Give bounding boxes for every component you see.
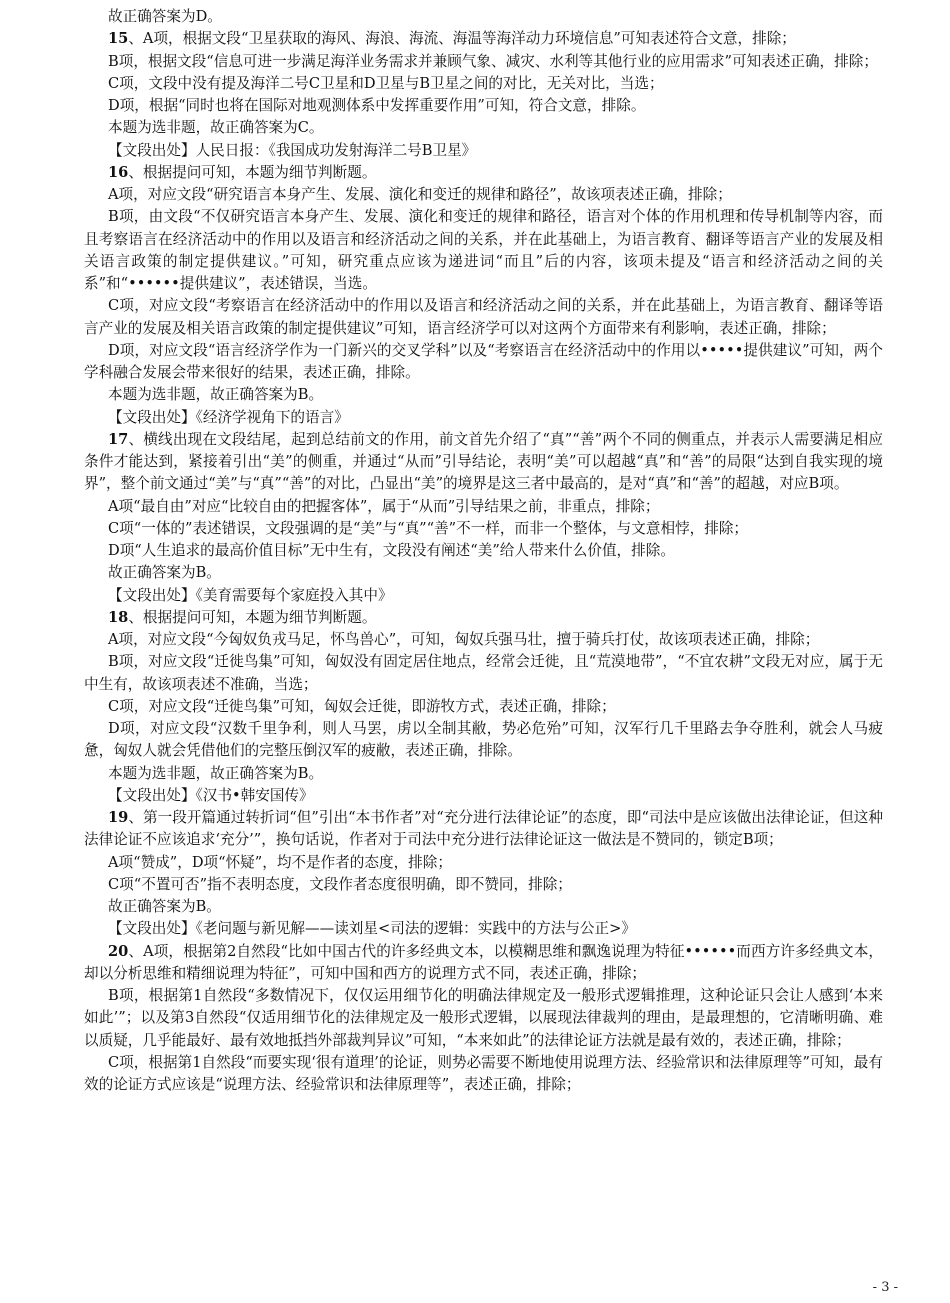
paragraph-text: C项，文段中没有提及海洋二号C卫星和D卫星与B卫星之间的对比，无关对比，当选； <box>108 74 664 92</box>
paragraph <box>84 429 883 496</box>
paragraph-text: A项，对应文段“今匈奴负戎马足，怀鸟兽心”，可知，匈奴兵强马壮，擅于骑兵打仗，故该项表述正确，排除； <box>108 631 820 648</box>
paragraph-text: 、第一段开篇通过转折词“但”引出“本书作者”对“充分进行法律论证”的态度，即“司法中是应该做出法律论证，但这种法律论证不应该追求‘充分’”，换句话说，作者对于司法中充分进行法律论证这一做法是不赞同的，锁定B项； <box>84 809 883 849</box>
paragraph-text: C项，根据第1自然段“而要实现‘很有道理’的论证，则势必需要不断地使用说理方法、经验常识和法律原理等”可知，最有效的论证方式应该是“说理方法、经验常识和法律原理等”，表述正确，排除； <box>84 1053 883 1093</box>
paragraph <box>84 718 883 763</box>
paragraph <box>84 540 883 562</box>
paragraph <box>84 696 883 718</box>
question-number: 19 <box>108 809 129 826</box>
paragraph-text: 本题为选非题，故正确答案为B。 <box>108 764 324 782</box>
paragraph-text: B项，由文段“不仅研究语言本身产生、发展、演化和变迁的规律和路径，语言对个体的作用机理和传导机制等内容，而且考察语言在经济活动中的作用以及语言和经济活动之间的关系，并在此基础上，为语言教育、翻译等语言产业的发展及相关语言政策的制定提供建议。”可知，研究重点应该为递进词“而且”后的内容，该项未提及“语言和经济活动之间的关系”和“••••••提供建议”，表述错误，当选。 <box>84 208 883 292</box>
paragraph-text: A项“最自由”对应“比较自由的把握客体”，属于“从而”引导结果之前，非重点，排除； <box>108 497 660 515</box>
paragraph-text: C项，对应文段“迁徙鸟集”可知，匈奴会迁徙，即游牧方式，表述正确，排除； <box>108 697 616 715</box>
paragraph-text: D项，根据“同时也将在国际对地观测体系中发挥重要作用”可知，符合文意，排除。 <box>108 97 646 114</box>
paragraph <box>84 95 883 117</box>
paragraph <box>84 918 883 940</box>
paragraph <box>84 496 883 518</box>
paragraph <box>84 340 883 385</box>
paragraph <box>84 518 883 540</box>
paragraph <box>84 607 883 629</box>
paragraph-text: 【文段出处】《汉书•韩安国传》 <box>108 786 314 804</box>
paragraph <box>84 852 883 874</box>
paragraph <box>84 140 883 162</box>
paragraph <box>84 562 883 584</box>
paragraph <box>84 629 883 651</box>
paragraph-text: 、根据提问可知，本题为细节判断题。 <box>128 608 377 626</box>
paragraph-text: 【文段出处】人民日报：《我国成功发射海洋二号B卫星》 <box>108 141 477 159</box>
paragraph-text: 【文段出处】《老问题与新见解——读刘星<司法的逻辑：实践中的方法与公正>》 <box>108 920 636 938</box>
paragraph-text: C项“一体的”表述错误，文段强调的是“美”与“真”“善”不一样，而非一个整体，与文意相悖，排除； <box>108 519 749 537</box>
paragraph-text: 本题为选非题，故正确答案为B。 <box>108 386 324 404</box>
paragraph-text: B项，对应文段“迁徙鸟集”可知，匈奴没有固定居住地点，经常会迁徙，且“荒漠地带”，“不宜农耕”文段无对应，属于无中生有，故该项表述不准确，当选； <box>84 653 883 693</box>
paragraph <box>84 184 883 206</box>
paragraph <box>84 295 883 340</box>
paragraph-text: B项，根据第1自然段“多数情况下，仅仅运用细节化的明确法律规定及一般形式逻辑推理，这种论证只会让人感到‘本来如此’”；以及第3自然段“仅适用细节化的法律规定及一般形式逻辑，以展现法律裁判的理由，是最理想的，它清晰明确、难以质疑，几乎能最好、最有效地抵挡外部裁判异议”可知，“本来如此”的法律论证方法就是最有效的，表述正确，排除； <box>84 987 883 1049</box>
paragraph-text: 本题为选非题，故正确答案为C。 <box>108 119 324 137</box>
paragraph <box>84 941 883 986</box>
paragraph-text: 故正确答案为D。 <box>108 8 222 25</box>
paragraph <box>84 874 883 896</box>
question-number: 16 <box>108 163 129 181</box>
question-number: 17 <box>108 430 129 448</box>
paragraph <box>84 651 883 696</box>
paragraph <box>84 384 883 406</box>
paragraph-text: 故正确答案为B。 <box>108 898 221 915</box>
paragraph <box>84 51 883 73</box>
paragraph-text: 故正确答案为B。 <box>108 564 221 582</box>
paragraph-text: 、横线出现在文段结尾，起到总结前文的作用，前文首先介绍了“真”“善”两个不同的侧重点，并表示人需要满足相应条件才能达到，紧接着引出“美”的侧重，并通过“从而”引导结论，表明“美”可以超越“真”和“善”的局限“达到自我实现的境界”，整个前文通过“美”与“真”“善”的对比，凸显出“美”的境界是这三者中最高的，是对“真”和“善”的超越，对应B项。 <box>84 430 883 493</box>
paragraph-text: D项，对应文段“汉数千里争利，则人马罢，虏以全制其敝，势必危殆”可知，汉军行几千里路去争夺胜利，就会人马疲惫，匈奴人就会凭借他们的完整压倒汉军的疲敝，表述正确，排除。 <box>84 720 883 760</box>
paragraph <box>84 763 883 785</box>
paragraph <box>84 785 883 807</box>
paragraph <box>84 73 883 95</box>
paragraph-text: D项，对应文段“语言经济学作为一门新兴的交叉学科”以及“考察语言在经济活动中的作用以•••••提供建议”可知，两个学科融合发展会带来很好的结果，表述正确，排除。 <box>84 341 883 381</box>
paragraph-text: A项，对应文段“研究语言本身产生、发展、演化和变迁的规律和路径”，故该项表述正确，排除； <box>108 186 732 203</box>
paragraph <box>84 807 883 852</box>
paragraph-text: B项，根据文段“信息可进一步满足海洋业务需求并兼顾气象、减灾、水利等其他行业的应用需求”可知表述正确，排除； <box>108 52 878 70</box>
question-number: 18 <box>108 608 129 626</box>
paragraph-text: 、A项，根据第2自然段“比如中国古代的许多经典文本，以模糊思维和飘逸说理为特征••••••而西方许多经典文本，却以分析思维和精细说理为特征”，可知中国和西方的说理方式不同，表述正确，排除； <box>84 942 883 982</box>
paragraph <box>84 407 883 429</box>
paragraph <box>84 6 883 28</box>
paragraph <box>84 162 883 184</box>
paragraph-text: 、根据提问可知，本题为细节判断题。 <box>128 163 377 181</box>
paragraph <box>84 985 883 1052</box>
paragraph <box>84 28 883 50</box>
question-number: 20 <box>108 942 129 960</box>
paragraph <box>84 1052 883 1097</box>
paragraph <box>84 117 883 139</box>
paragraph <box>84 206 883 295</box>
page-number: - 3 - <box>872 1280 898 1295</box>
paragraph-text: 【文段出处】《美育需要每个家庭投入其中》 <box>108 586 393 604</box>
paragraph-text: 【文段出处】《经济学视角下的语言》 <box>108 408 349 426</box>
paragraph-text: D项“人生追求的最高价值目标”无中生有，文段没有阐述“美”给人带来什么价值，排除。 <box>108 542 675 559</box>
question-number: 15 <box>108 30 129 48</box>
paragraph <box>84 585 883 607</box>
paragraph-text: C项“不置可否”指不表明态度，文段作者态度很明确，即不赞同，排除； <box>108 875 572 893</box>
paragraph <box>84 896 883 918</box>
paragraph-text: A项“赞成”，D项“怀疑”，均不是作者的态度，排除； <box>108 853 452 871</box>
paragraph-text: C项，对应文段“考察语言在经济活动中的作用以及语言和经济活动之间的关系，并在此基础上，为语言教育、翻译等语言产业的发展及相关语言政策的制定提供建议”可知，语言经济学可以对这两个方面带来有利影响，表述正确，排除； <box>84 297 883 337</box>
paragraph-text: 、A项，根据文段“卫星获取的海风、海浪、海流、海温等海洋动力环境信息”可知表述符合文意，排除； <box>128 30 796 48</box>
